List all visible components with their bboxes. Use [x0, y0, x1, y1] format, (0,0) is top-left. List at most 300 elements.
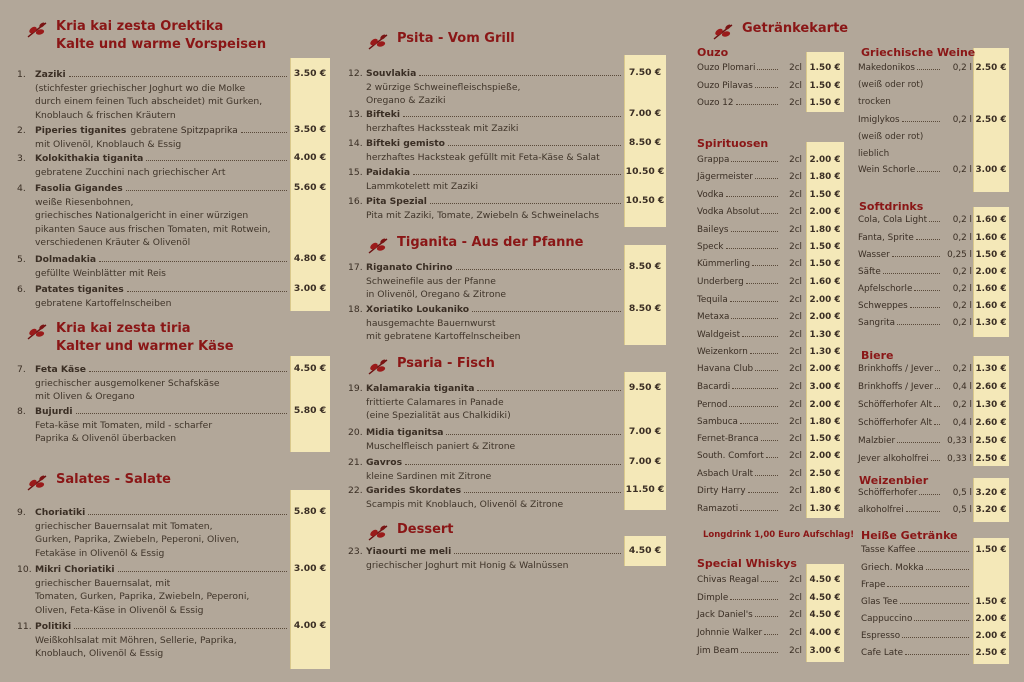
beverage-volume: 0,4 l	[952, 382, 972, 392]
beverage-row	[697, 434, 802, 444]
menu-item-price: 8.50 €	[628, 137, 662, 148]
menu-item-price: 11.50 €	[625, 484, 665, 495]
menu-item-name: Feta Käse	[35, 364, 86, 375]
beverage-price: 1.50 €	[809, 190, 841, 200]
section-title	[367, 521, 454, 543]
beverage-row	[861, 580, 971, 590]
menu-item-name: Yiaourti me meli	[366, 546, 452, 557]
menu-item	[348, 166, 624, 193]
beverage-price: 1.30 €	[975, 364, 1007, 374]
dotted-leader	[883, 273, 940, 274]
price-panel	[973, 478, 1009, 522]
beverage-row	[697, 312, 802, 322]
olive-branch-icon	[26, 20, 48, 40]
beverage-volume: 2cl	[789, 63, 802, 73]
beverage-name: Makedonikos	[858, 63, 915, 73]
beverage-volume: 0,5 l	[952, 488, 972, 498]
beverage-row	[858, 250, 972, 260]
dotted-leader	[755, 616, 778, 617]
dotted-leader	[897, 442, 940, 443]
section-title-text	[397, 521, 454, 539]
beverage-name: Schöfferhofer Alt	[858, 400, 933, 410]
beverage-row	[858, 284, 972, 294]
menu-item-head	[348, 261, 624, 275]
menu-item-number: 2.	[17, 125, 26, 136]
beverage-name: Vodka	[697, 190, 724, 200]
beverage-price: 1.50 €	[809, 259, 841, 269]
menu-item-name: Zaziki	[35, 69, 66, 80]
dotted-leader	[241, 132, 287, 133]
beverage-row	[858, 63, 972, 73]
beverage-volume: 2cl	[789, 504, 802, 514]
beverage-volume: 2cl	[789, 330, 802, 340]
menu-item-number: 13.	[348, 109, 363, 120]
beverage-category-title: Special Whiskys	[697, 557, 797, 570]
menu-item-description: Knoblauch, Olivenöl & Essig	[35, 648, 164, 659]
dotted-leader	[741, 652, 778, 653]
beverage-price: 1.80 €	[809, 417, 841, 427]
beverage-volume: 2cl	[789, 207, 802, 217]
beverage-name: Schöfferhofer Alt	[858, 418, 933, 428]
menu-item-description: gebratene Kartoffelnscheiben	[35, 297, 172, 309]
beverage-price: 1.60 €	[809, 277, 841, 287]
menu-item-head	[17, 283, 290, 297]
beverage-name: Metaxa	[697, 312, 730, 322]
olive-branch-icon	[712, 22, 734, 42]
menu-item-description: Muschelfleisch paniert & Zitrone	[366, 440, 516, 452]
menu-item-name: Garides Skordates	[366, 485, 462, 496]
beverage-name: Kümmerling	[697, 259, 751, 269]
beverage-row	[697, 98, 802, 108]
menu-item-price: 8.50 €	[628, 261, 662, 272]
dotted-leader	[76, 413, 288, 414]
menu-item-description: Schweinefile aus der Pfanne	[366, 275, 496, 287]
beverage-price: 1.50 €	[975, 545, 1007, 555]
beverage-name: Sambuca	[697, 417, 738, 427]
beverage-volume: 2cl	[789, 451, 802, 461]
dotted-leader	[454, 553, 621, 554]
menu-item-number: 12.	[348, 68, 363, 79]
menu-item-description: Feta-käse mit Tomaten, mild - scharfer	[35, 419, 213, 431]
longdrink-note: Longdrink 1,00 Euro Aufschlag!	[703, 530, 855, 540]
menu-item-description: pikanten Sauce aus frischen Tomaten, mit Rotwein,	[35, 223, 271, 235]
menu-item-price: 3.50 €	[293, 68, 327, 79]
beverage-price: 2.00 €	[809, 207, 841, 217]
menu-item-name: Choriatiki	[35, 507, 86, 518]
dotted-leader	[902, 637, 969, 638]
beverage-name: South. Comfort	[697, 451, 764, 461]
menu-item-number: 16.	[348, 196, 363, 207]
menu-item-head	[348, 303, 624, 317]
beverage-price: 2.60 €	[975, 418, 1007, 428]
dotted-leader	[448, 145, 621, 146]
menu-item-description: Paprika & Olivenöl überbacken	[35, 433, 177, 444]
menu-item-number: 9.	[17, 507, 26, 518]
section-title	[712, 20, 848, 42]
beverage-name: Griech. Mokka	[861, 563, 924, 573]
beverage-volume: 0,2 l	[952, 165, 972, 175]
beverage-row	[697, 575, 802, 585]
beverage-row	[858, 318, 972, 328]
beverage-name: Cappuccino	[861, 614, 913, 624]
beverage-volume: 0,2 l	[952, 115, 972, 125]
beverage-name: Wasser	[858, 250, 890, 260]
beverage-name: Jever alkoholfrei	[858, 454, 929, 464]
beverage-name: Glas Tee	[861, 597, 898, 607]
beverage-row	[861, 648, 971, 658]
dotted-leader	[929, 221, 940, 222]
beverage-price: 2.50 €	[975, 115, 1007, 125]
beverage-volume: 2cl	[789, 400, 802, 410]
beverage-row	[697, 242, 802, 252]
beverage-price: 2.60 €	[975, 382, 1007, 392]
beverage-name: Pernod	[697, 400, 728, 410]
beverage-name: Apfelschorle	[858, 284, 913, 294]
beverage-row	[858, 418, 972, 428]
dotted-leader	[917, 171, 940, 172]
menu-item-head	[348, 67, 624, 81]
beverage-price: 3.00 €	[809, 646, 841, 656]
menu-item	[348, 456, 624, 483]
menu-item-head	[348, 484, 624, 498]
menu-item-description: Oregano & Zaziki	[366, 95, 446, 106]
dotted-leader	[757, 69, 778, 70]
dotted-leader	[919, 494, 940, 495]
beverage-price: 1.60 €	[975, 215, 1007, 225]
beverage-price: 2.00 €	[975, 614, 1007, 624]
beverage-volume: 2cl	[789, 434, 802, 444]
dotted-leader	[403, 116, 621, 117]
beverage-volume: 2cl	[789, 469, 802, 479]
beverage-row	[858, 233, 972, 243]
menu-item-name: Midia tiganitsa	[366, 427, 444, 438]
dotted-leader	[731, 161, 778, 162]
dotted-leader	[750, 353, 778, 354]
dotted-leader	[729, 406, 778, 407]
beverage-price: 1.80 €	[809, 486, 841, 496]
beverage-volume: 0,5 l	[952, 505, 972, 515]
beverage-price: 1.80 €	[809, 172, 841, 182]
menu-item-name: Riganato Chirino	[366, 262, 453, 273]
dotted-leader	[446, 434, 621, 435]
menu-item-description: verschiedenen Kräuter & Olivenöl	[35, 237, 191, 248]
beverage-name: Grappa	[697, 155, 730, 165]
beverage-name: Säfte	[858, 267, 881, 277]
beverage-row	[697, 469, 802, 479]
beverage-price: 3.00 €	[809, 382, 841, 392]
beverage-name: Fernet-Branca	[697, 434, 759, 444]
menu-item-price: 4.00 €	[293, 620, 327, 631]
wine-note: trocken	[858, 97, 891, 107]
beverage-name: Jim Beam	[697, 646, 739, 656]
beverage-row	[697, 330, 802, 340]
beverage-row	[697, 295, 802, 305]
beverage-row	[861, 631, 971, 641]
dotted-leader	[910, 307, 940, 308]
menu-item-description: herzhaftes Hacksteak gefüllt mit Feta-Käse & Salat	[366, 151, 600, 163]
menu-item-description: Gurken, Paprika, Zwiebeln, Peperoni, Oliven,	[35, 534, 240, 545]
beverage-category-title: Spirituosen	[697, 137, 769, 150]
dotted-leader	[742, 336, 778, 337]
beverage-row	[858, 364, 972, 374]
beverage-name: Wein Schorle	[858, 165, 916, 175]
menu-item-description: mit gebratene Kartoffelnscheiben	[366, 331, 521, 342]
dotted-leader	[731, 231, 778, 232]
menu-item-description: 2 würzige Schweinefleischspieße,	[366, 81, 521, 93]
section-title-text	[397, 30, 515, 48]
menu-item-number: 20.	[348, 427, 363, 438]
section-title-text	[56, 18, 266, 54]
olive-branch-icon	[367, 32, 389, 52]
beverage-row	[697, 259, 802, 269]
dotted-leader	[902, 121, 940, 122]
beverage-name: Ouzo 12	[697, 98, 734, 108]
dotted-leader	[766, 457, 778, 458]
dotted-leader	[726, 196, 778, 197]
menu-item-head	[348, 545, 624, 559]
beverage-volume: 0,2 l	[952, 318, 972, 328]
dotted-leader	[88, 514, 287, 515]
beverage-category-title: Softdrinks	[859, 200, 924, 213]
menu-item-number: 4.	[17, 183, 26, 194]
beverage-name: Underberg	[697, 277, 744, 287]
menu-item-description: (stichfester griechischer Joghurt wo die Molke	[35, 82, 246, 94]
menu-item-number: 10.	[17, 564, 32, 575]
beverage-volume: 2cl	[789, 347, 802, 357]
dotted-leader	[477, 390, 621, 391]
menu-item	[348, 303, 624, 344]
menu-item-number: 7.	[17, 364, 26, 375]
beverage-name: Brinkhoffs / Jever	[858, 364, 934, 374]
dotted-leader	[755, 370, 778, 371]
menu-item-name: Patates tiganites	[35, 284, 124, 295]
beverage-row	[861, 614, 971, 624]
dotted-leader	[755, 87, 778, 88]
olive-branch-icon	[367, 236, 389, 256]
dotted-leader	[732, 388, 778, 389]
menu-item-description: Scampis mit Knoblauch, Olivenöl & Zitrone	[366, 498, 564, 510]
beverage-price: 1.30 €	[809, 347, 841, 357]
menu-item-price: 10.50 €	[625, 195, 665, 206]
beverage-price: 2.00 €	[975, 631, 1007, 641]
menu-item-description: Pita mit Zaziki, Tomate, Zwiebeln & Schweinelachs	[366, 209, 600, 221]
menu-item-price: 4.00 €	[293, 152, 327, 163]
menu-item-description: weiße Riesenbohnen,	[35, 196, 134, 208]
dotted-leader	[905, 654, 969, 655]
dotted-leader	[906, 511, 940, 512]
beverage-row	[697, 364, 802, 374]
section-title-line: Kalter und warmer Käse	[56, 339, 234, 354]
beverage-price: 2.00 €	[975, 267, 1007, 277]
menu-item-description: Tomaten, Gurken, Paprika, Zwiebeln, Peperoni,	[35, 591, 250, 602]
beverage-price: 1.60 €	[975, 284, 1007, 294]
dotted-leader	[126, 190, 287, 191]
menu-item-description: kleine Sardinen mit Zitrone	[366, 470, 492, 482]
beverage-price: 1.30 €	[809, 330, 841, 340]
beverage-volume: 2cl	[789, 277, 802, 287]
beverage-row	[697, 155, 802, 165]
menu-item-number: 5.	[17, 254, 26, 265]
beverage-volume: 0,2 l	[952, 63, 972, 73]
beverage-price: 4.50 €	[809, 593, 841, 603]
menu-item	[17, 405, 290, 446]
dotted-leader	[755, 475, 778, 476]
beverage-price: 3.20 €	[975, 488, 1007, 498]
beverage-volume: 2cl	[789, 155, 802, 165]
menu-item-price: 4.50 €	[293, 363, 327, 374]
price-panel	[624, 245, 666, 345]
dotted-leader	[914, 290, 940, 291]
dotted-leader	[456, 269, 621, 270]
menu-item-description: gefüllte Weinblätter mit Reis	[35, 267, 166, 279]
beverage-price: 1.60 €	[975, 301, 1007, 311]
menu-item-name: Bifteki	[366, 109, 401, 120]
dotted-leader	[89, 371, 287, 372]
dotted-leader	[755, 178, 778, 179]
beverage-volume: 0,2 l	[952, 233, 972, 243]
beverage-row	[858, 382, 972, 392]
beverage-volume: 2cl	[789, 190, 802, 200]
beverage-row	[858, 215, 972, 225]
beverage-row	[697, 63, 802, 73]
menu-item-price: 4.80 €	[293, 253, 327, 264]
menu-item	[17, 253, 290, 280]
beverage-price: 2.00 €	[809, 155, 841, 165]
beverage-volume: 2cl	[789, 610, 802, 620]
section-title-line: Psaria - Fisch	[397, 356, 495, 371]
beverage-row	[858, 436, 972, 446]
beverage-volume: 2cl	[789, 646, 802, 656]
olive-branch-icon	[26, 473, 48, 493]
menu-item	[348, 195, 624, 222]
beverage-volume: 2cl	[789, 364, 802, 374]
beverage-name: Waldgeist	[697, 330, 741, 340]
beverage-volume: 0,2 l	[952, 284, 972, 294]
menu-item-name: Kolokithakia tiganita	[35, 153, 144, 164]
menu-item-head	[17, 253, 290, 267]
beverage-name: Tasse Kaffee	[861, 545, 916, 555]
beverage-name: Ouzo Pilavas	[697, 81, 753, 91]
beverage-price: 2.00 €	[809, 364, 841, 374]
menu-item	[17, 68, 290, 122]
beverage-name: Brinkhoffs / Jever	[858, 382, 934, 392]
menu-item-name: Kalamarakia tiganita	[366, 383, 475, 394]
menu-item-number: 14.	[348, 138, 363, 149]
beverage-price: 4.00 €	[809, 628, 841, 638]
menu-item-description: griechischer Bauernsalat mit Tomaten,	[35, 520, 213, 532]
beverage-row	[861, 563, 971, 573]
section-title	[367, 355, 495, 377]
dotted-leader	[752, 265, 778, 266]
menu-item-head	[17, 563, 290, 577]
beverage-name: Dimple	[697, 593, 729, 603]
menu-item-description: griechischer Bauernsalat, mit	[35, 577, 171, 589]
menu-item-name: Pita Spezial	[366, 196, 427, 207]
menu-item-head	[348, 166, 624, 180]
menu-item-price: 3.00 €	[293, 283, 327, 294]
beverage-category-title: Ouzo	[697, 46, 729, 59]
dotted-leader	[934, 424, 940, 425]
beverage-price: 1.50 €	[809, 81, 841, 91]
beverage-row	[697, 451, 802, 461]
dotted-leader	[69, 76, 287, 77]
section-title-line: Kria kai zesta tiria	[56, 321, 191, 336]
beverage-price: 1.80 €	[809, 225, 841, 235]
dotted-leader	[730, 599, 778, 600]
menu-item-name: Piperies tiganites	[35, 125, 127, 136]
beverage-row	[697, 646, 802, 656]
dotted-leader	[430, 203, 621, 204]
beverage-row	[697, 610, 802, 620]
menu-item-head	[17, 405, 290, 419]
dotted-leader	[761, 440, 778, 441]
dotted-leader	[934, 406, 940, 407]
olive-branch-icon	[26, 322, 48, 342]
olive-branch-icon	[367, 523, 389, 543]
dotted-leader	[74, 628, 287, 629]
menu-item-description: (eine Spezialität aus Chalkidiki)	[366, 410, 511, 421]
beverage-name: Havana Club	[697, 364, 754, 374]
beverage-price: 3.20 €	[975, 505, 1007, 515]
beverage-name: Malzbier	[858, 436, 896, 446]
dotted-leader	[935, 388, 940, 389]
menu-item	[348, 484, 624, 511]
beverage-row	[697, 628, 802, 638]
beverage-row	[858, 454, 972, 464]
beverage-name: Sangrita	[858, 318, 896, 328]
beverage-row	[697, 81, 802, 91]
beverage-row	[858, 400, 972, 410]
menu-item-head	[348, 195, 624, 209]
beverage-volume: 0,2 l	[952, 364, 972, 374]
menu-item-description: Knoblauch & frischen Kräutern	[35, 109, 176, 121]
menu-item-price: 10.50 €	[625, 166, 665, 177]
beverage-price: 2.00 €	[809, 451, 841, 461]
beverage-row	[697, 417, 802, 427]
section-title-text	[397, 355, 495, 373]
beverage-volume: 2cl	[789, 225, 802, 235]
beverage-name: Speck	[697, 242, 724, 252]
beverage-price: 4.50 €	[809, 575, 841, 585]
menu-item-price: 7.00 €	[628, 426, 662, 437]
menu-item-price: 5.60 €	[293, 182, 327, 193]
section-title	[26, 18, 266, 54]
beverage-volume: 2cl	[789, 628, 802, 638]
dotted-leader	[146, 160, 287, 161]
menu-item-number: 18.	[348, 304, 363, 315]
dotted-leader	[918, 551, 969, 552]
menu-item-description: Lammkotelett mit Zaziki	[366, 180, 479, 192]
section-title-line: Tiganita - Aus der Pfanne	[397, 235, 584, 250]
beverage-price: 2.00 €	[809, 312, 841, 322]
beverage-volume: 2cl	[789, 575, 802, 585]
beverage-name: Dirty Harry	[697, 486, 746, 496]
beverage-row	[697, 486, 802, 496]
menu-item	[348, 261, 624, 302]
wine-note: (weiß oder rot)	[858, 80, 924, 90]
beverage-name: Vodka Absolut	[697, 207, 760, 217]
menu-item-name: Mikri Choriatiki	[35, 564, 115, 575]
beverage-category-title: Griechische Weine	[861, 46, 976, 59]
beverage-name: Ramazoti	[697, 504, 739, 514]
menu-item-number: 6.	[17, 284, 26, 295]
menu-item-head	[17, 363, 290, 377]
olive-branch-icon	[367, 357, 389, 377]
menu-item	[17, 124, 290, 151]
menu-item-head	[348, 426, 624, 440]
beverage-name: Baileys	[697, 225, 729, 235]
menu-item	[348, 137, 624, 164]
